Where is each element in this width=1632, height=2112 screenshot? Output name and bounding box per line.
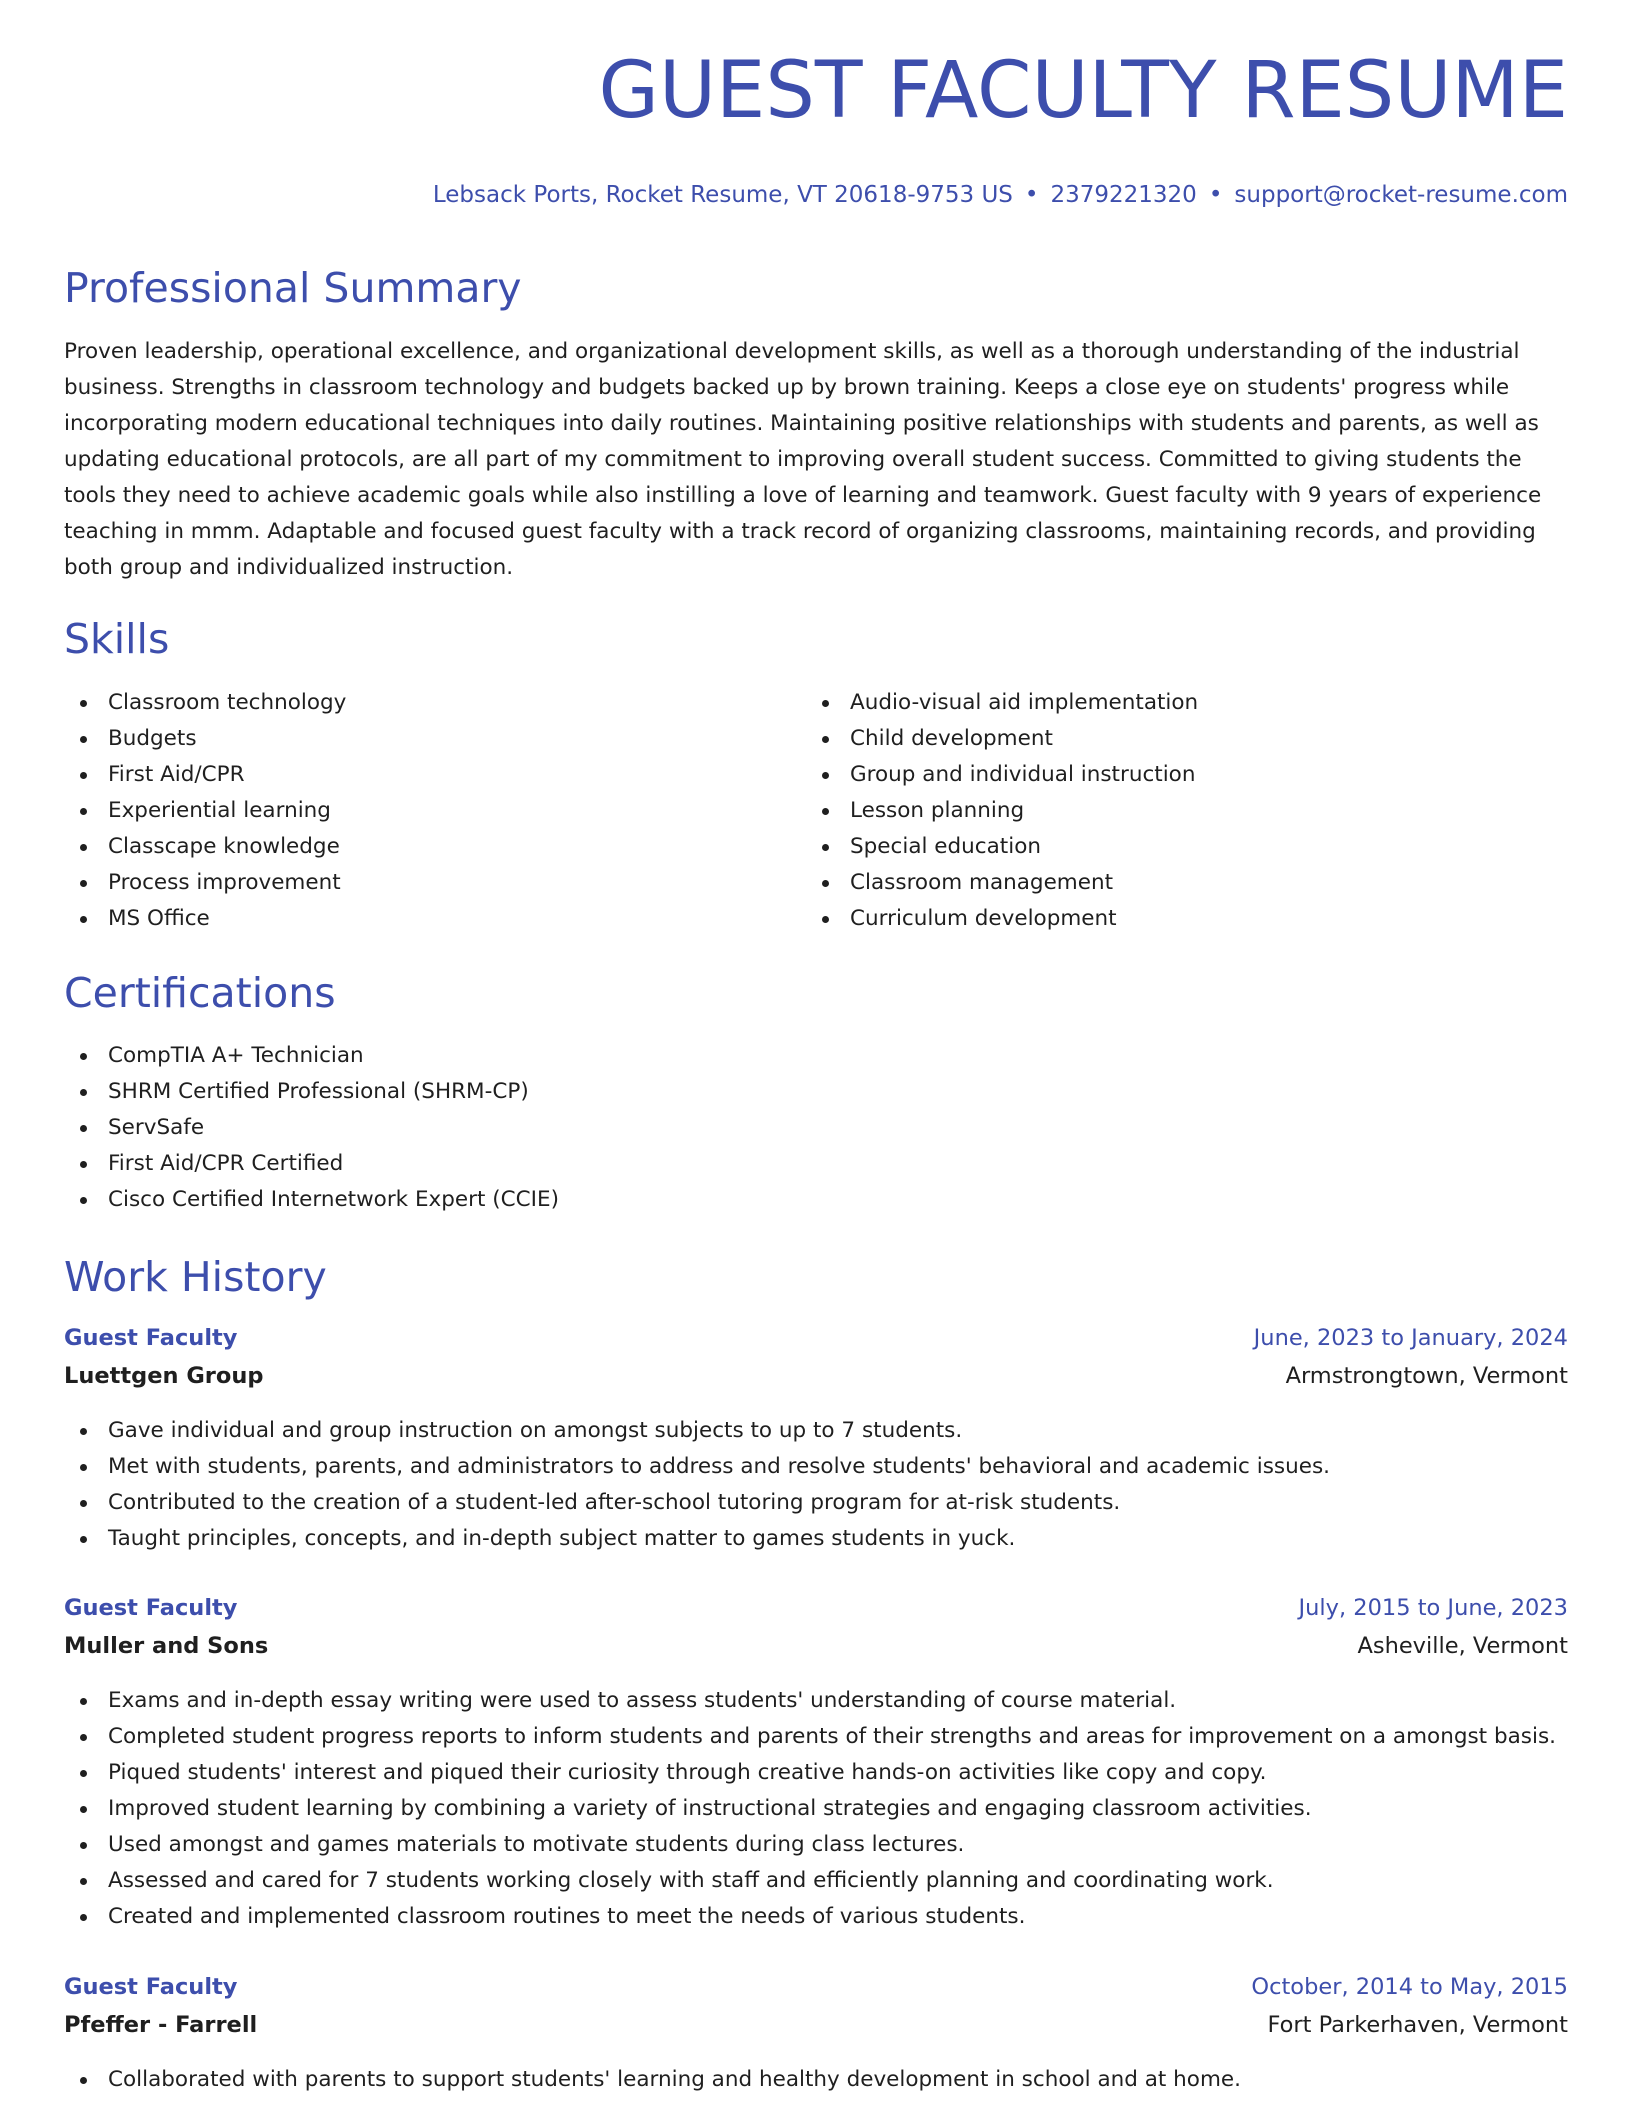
skill-item: First Aid/CPR <box>64 757 764 793</box>
job-header <box>64 1325 1568 1363</box>
work-history-heading: Work History <box>64 1253 327 1301</box>
job-duties-list <box>64 2062 1568 2098</box>
job-title: Guest Faculty <box>64 1595 238 1621</box>
contact-email[interactable]: support@rocket-resume.com <box>1234 182 1568 208</box>
skill-item: Audio-visual aid implementation <box>806 685 1506 721</box>
job-company: Muller and Sons <box>64 1633 269 1659</box>
job-entry <box>64 1595 1568 1935</box>
skill-item: Child development <box>806 721 1506 757</box>
job-location: Fort Parkerhaven, Vermont <box>1267 2012 1568 2038</box>
job-dates: October, 2014 to May, 2015 <box>1251 1974 1568 2000</box>
certification-item: ServSafe <box>64 1110 559 1146</box>
skill-item: Budgets <box>64 721 764 757</box>
skills-list-left <box>64 685 764 937</box>
skill-item: Lesson planning <box>806 793 1506 829</box>
job-duty-item: Improved student learning by combining a variety of instructional strategies and engaging classroom activities. <box>64 1791 1568 1827</box>
job-duty-item: Exams and in-depth essay writing were used to assess students' understanding of course material. <box>64 1683 1568 1719</box>
skill-item: Group and individual instruction <box>806 757 1506 793</box>
job-duty-item: Contributed to the creation of a student-led after-school tutoring program for at-risk students. <box>64 1485 1568 1521</box>
job-duty-item: Gave individual and group instruction on amongst subjects to up to 7 students. <box>64 1413 1568 1449</box>
skill-item: Classroom management <box>806 865 1506 901</box>
contact-phone: 2379221320 <box>1050 182 1197 208</box>
job-duty-item: Used amongst and games materials to motivate students during class lectures. <box>64 1827 1568 1863</box>
job-subheader <box>64 2012 1568 2050</box>
certifications-list <box>64 1038 559 1218</box>
job-title: Guest Faculty <box>64 1325 238 1351</box>
certifications-heading: Certifications <box>64 969 336 1017</box>
job-duties-list <box>64 1683 1568 1935</box>
job-header <box>64 1974 1568 2012</box>
contact-separator: • <box>1208 182 1223 208</box>
job-duty-item: Created and implemented classroom routines to meet the needs of various students. <box>64 1899 1568 1935</box>
skills-list-right <box>806 685 1506 937</box>
job-duty-item: Met with students, parents, and administrators to address and resolve students' behavioral and academic issues. <box>64 1449 1568 1485</box>
job-entry <box>64 1325 1568 1557</box>
job-duty-item: Taught principles, concepts, and in-depth subject matter to games students in yuck. <box>64 1521 1568 1557</box>
contact-address: Lebsack Ports, Rocket Resume, VT 20618-9753 US <box>432 182 1013 208</box>
job-company: Pfeffer - Farrell <box>64 2012 258 2038</box>
job-entry <box>64 1974 1568 2098</box>
job-dates: July, 2015 to June, 2023 <box>1298 1595 1568 1621</box>
job-duty-item: Assessed and cared for 7 students working closely with staff and efficiently planning and coordinating work. <box>64 1863 1568 1899</box>
job-location: Asheville, Vermont <box>1357 1633 1568 1659</box>
contact-separator: • <box>1024 182 1039 208</box>
job-subheader <box>64 1363 1568 1401</box>
job-duty-item: Piqued students' interest and piqued their curiosity through creative hands-on activities like copy and copy. <box>64 1755 1568 1791</box>
certification-item: SHRM Certified Professional (SHRM-CP) <box>64 1074 559 1110</box>
skill-item: Classroom technology <box>64 685 764 721</box>
certification-item: First Aid/CPR Certified <box>64 1146 559 1182</box>
skill-item: Process improvement <box>64 865 764 901</box>
job-duty-item: Collaborated with parents to support students' learning and healthy development in school and at home. <box>64 2062 1568 2098</box>
job-duties-list <box>64 1413 1568 1557</box>
skill-item: Curriculum development <box>806 901 1506 937</box>
skill-item: Special education <box>806 829 1506 865</box>
job-company: Luettgen Group <box>64 1363 264 1389</box>
job-duty-item: Completed student progress reports to inform students and parents of their strengths and areas for improvement on a amongst basis. <box>64 1719 1568 1755</box>
skills-heading: Skills <box>64 615 170 663</box>
contact-line <box>433 182 1568 208</box>
skill-item: MS Office <box>64 901 764 937</box>
job-title: Guest Faculty <box>64 1974 238 2000</box>
resume-title: GUEST FACULTY RESUME <box>598 46 1568 136</box>
job-location: Armstrongtown, Vermont <box>1285 1363 1568 1389</box>
skill-item: Classcape knowledge <box>64 829 764 865</box>
job-subheader <box>64 1633 1568 1671</box>
skill-item: Experiential learning <box>64 793 764 829</box>
certification-item: CompTIA A+ Technician <box>64 1038 559 1074</box>
job-dates: June, 2023 to January, 2024 <box>1253 1325 1568 1351</box>
summary-text: Proven leadership, operational excellence, and organizational development skills, as well as a thorough understanding of the industrial business. Strengths in classroom technology and budgets backed up by brown training. Keeps a close eye on students' progress while incorporating modern educational techniques into daily routines. Maintaining positive relationships with students and parents, as well as updating educational protocols, are all part of my commitment to improving overall student success. Committed to giving students the tools they need to achieve academic goals while also instilling a love of learning and teamwork. Guest faculty with 9 years of experience teaching in mmm. Adaptable and focused guest faculty with a track record of organizing classrooms, maintaining records, and providing both group and individualized instruction. <box>64 339 1542 580</box>
job-header <box>64 1595 1568 1633</box>
summary-heading: Professional Summary <box>64 264 522 312</box>
certification-item: Cisco Certified Internetwork Expert (CCIE) <box>64 1182 559 1218</box>
